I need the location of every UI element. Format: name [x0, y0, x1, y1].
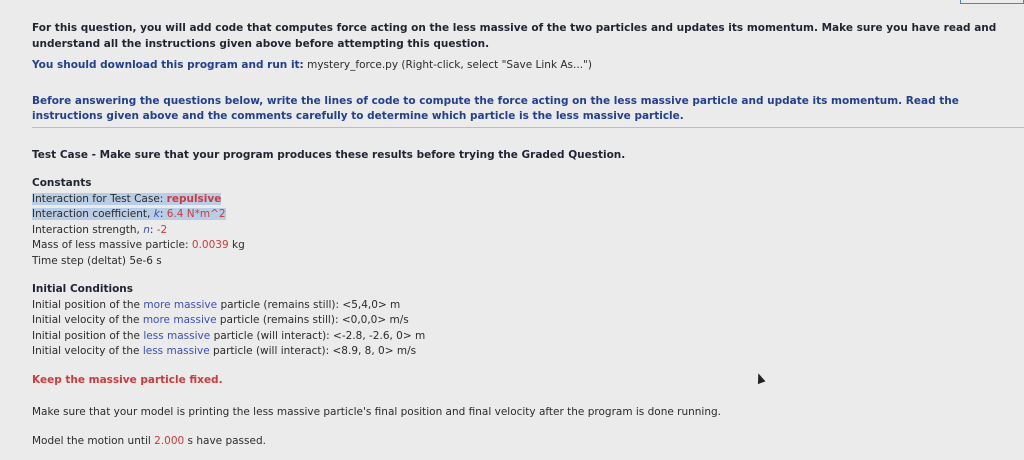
model-duration-line: Model the motion until 2.000 s have passed. — [32, 435, 266, 447]
initial-row: Initial position of the more massive particle (remains still): <5,4,0> m — [32, 298, 401, 311]
initial-row: Initial velocity of the less massive particle (will interact): <8.9, 8, 0> m/s — [32, 345, 417, 357]
interaction-value: repulsive — [166, 192, 222, 205]
timestep-line: Time step (deltat) 5e-6 s — [32, 254, 162, 267]
mouse-cursor-icon — [755, 372, 766, 384]
intro-text: For this question, you will add code that computes force acting on the less massive of the two particles and updates its momentum. Make sure you have read and understand all the instructions given above before attempting this question. — [32, 22, 997, 50]
duration-value: 2.000 — [154, 435, 185, 447]
initial-heading: Initial Conditions — [32, 283, 134, 295]
strength-value: -2 — [156, 223, 168, 236]
mass-value: 0.0039 — [191, 239, 229, 251]
download-hint: (Right-click, select "Save Link As...") — [401, 59, 592, 71]
top-frame-edge — [960, 0, 1024, 4]
initial-row: Initial velocity of the more massive particle (remains still): <0,0,0> m/s — [32, 314, 409, 326]
download-line — [32, 59, 592, 71]
interaction-line: Interaction for Test Case: repulsive — [32, 192, 222, 205]
ensure-output-note: Make sure that your model is printing the less massive particle's final position and final velocity after the program is done running. — [32, 406, 722, 418]
mass-line: Mass of less massive particle: 0.0039 kg — [32, 239, 245, 251]
constants-block — [32, 176, 245, 269]
coefficient-value: 6.4 N*m^2 — [166, 208, 226, 220]
download-link[interactable]: mystery_force.py — [307, 59, 399, 71]
initial-row: Initial position of the less massive particle (will interact): <-2.8, -2.6, 0> m — [32, 329, 426, 342]
coefficient-line: Interaction coefficient, k: 6.4 N*m^2 — [32, 208, 226, 220]
strength-line: Interaction strength, n: -2 — [32, 223, 168, 236]
initial-conditions-block — [32, 282, 425, 360]
download-lead: You should download this program and run it: — [32, 59, 304, 71]
divider — [32, 127, 1024, 128]
constants-heading: Constants — [32, 177, 92, 189]
keep-fixed-note: Keep the massive particle fixed. — [32, 374, 223, 386]
test-case-heading: Test Case - Make sure that your program produces these results before trying the Graded Question. — [32, 149, 626, 161]
before-instructions: Before answering the questions below, write the lines of code to compute the force acting on the less massive particle and update its momentum. Read the instructions given above and the comments carefully to determine which particle is the less massive particle. — [32, 95, 959, 122]
